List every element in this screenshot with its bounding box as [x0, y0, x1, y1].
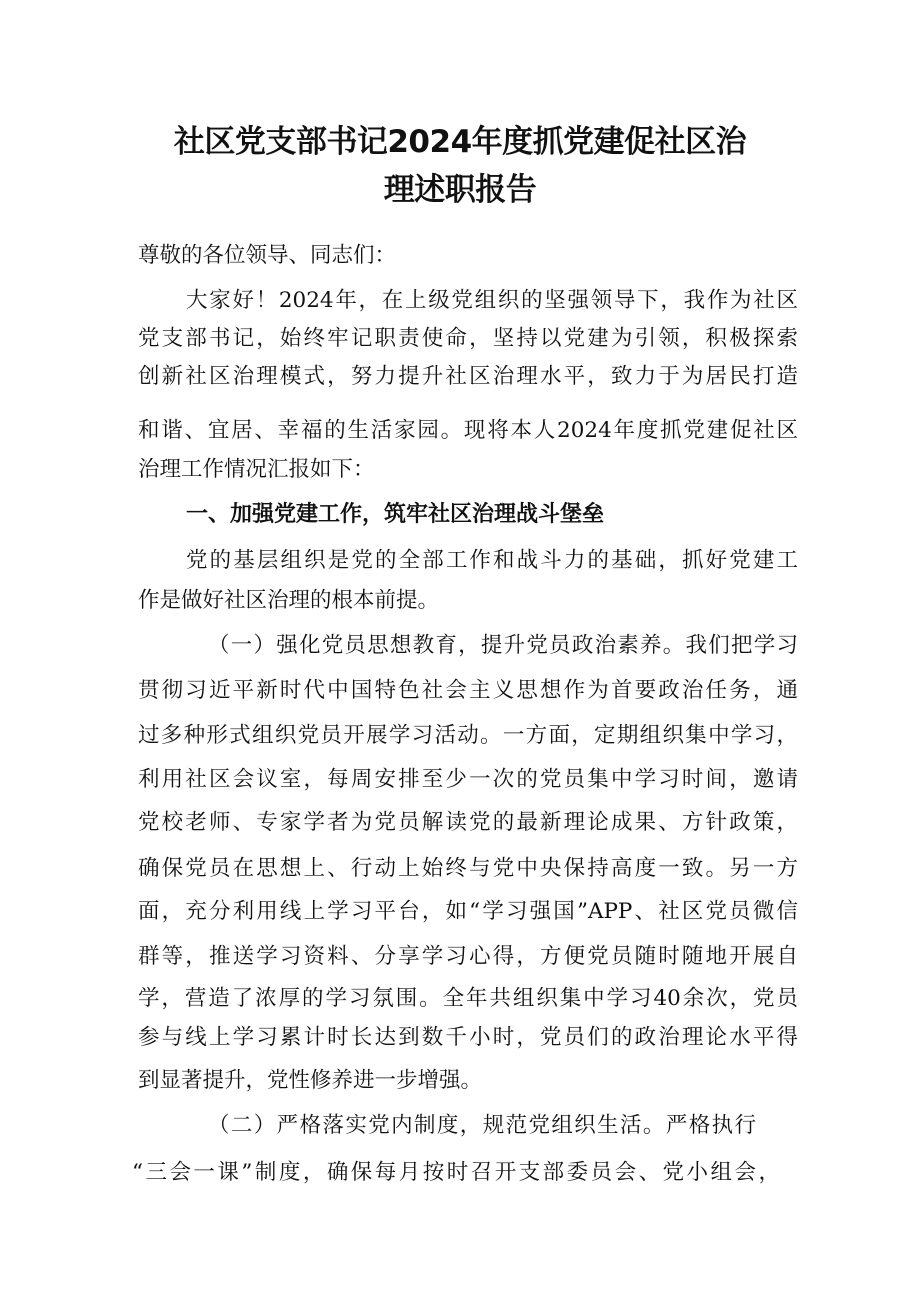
paragraph-line: 利用社区会议室，每周安排至少一次的党员集中学习时间，邀请	[138, 767, 798, 792]
subsection-line: （二）严格落实党内制度，规范党组织生活。严格执行	[208, 1113, 756, 1138]
document-title-line-2: 理述职报告	[383, 172, 537, 208]
paragraph-line: 到显著提升，党性修养进一步增强。	[138, 1068, 483, 1093]
paragraph-line: 党校老师、专家学者为党员解读党的最新理论成果、方针政策，	[138, 810, 798, 835]
paragraph-line: “三会一课”制度，确保每月按时召开支部委员会、党小组会，	[132, 1160, 780, 1185]
paragraph-line: 党的基层组织是党的全部工作和战斗力的基础，抓好党建工	[186, 548, 798, 573]
paragraph-line: 贯彻习近平新时代中国特色社会主义思想作为首要政治任务，通	[138, 678, 798, 703]
paragraph-line: 面，充分利用线上学习平台，如“学习强国”APP、社区党员微信	[138, 899, 798, 924]
paragraph-line: 群等，推送学习资料、分享学习心得，方便党员随时随地开展自	[138, 944, 798, 969]
salutation: 尊敬的各位领导、同志们：	[138, 243, 397, 268]
paragraph-line: 治理工作情况汇报如下：	[138, 457, 375, 482]
paragraph-line: 作是做好社区治理的根本前提。	[138, 588, 440, 613]
section-heading: 一、加强党建工作，筑牢社区治理战斗堡垒	[186, 502, 605, 527]
document-title-line-1: 社区党支部书记2024年度抓党建促社区治	[173, 124, 747, 160]
paragraph-line: 过多种形式组织党员开展学习活动。一方面，定期组织集中学习，	[138, 723, 798, 748]
paragraph-line: 大家好！2024年，在上级党组织的坚强领导下，我作为社区	[186, 288, 798, 313]
paragraph-line: 党支部书记，始终牢记职责使命，坚持以党建为引领，积极探索	[138, 326, 798, 351]
paragraph-line: 参与线上学习累计时长达到数千小时，党员们的政治理论水平得	[138, 1025, 798, 1050]
paragraph-line: 创新社区治理模式，努力提升社区治理水平，致力于为居民打造	[138, 364, 798, 389]
subsection-line: （一）强化党员思想教育，提升党员政治素养。我们把学习	[208, 633, 798, 658]
paragraph-line: 确保党员在思想上、行动上始终与党中央保持高度一致。另一方	[138, 856, 798, 881]
paragraph-line: 和谐、宜居、幸福的生活家园。现将本人2024年度抓党建促社区	[138, 418, 798, 443]
paragraph-line: 学，营造了浓厚的学习氛围。全年共组织集中学习40余次，党员	[138, 986, 798, 1011]
